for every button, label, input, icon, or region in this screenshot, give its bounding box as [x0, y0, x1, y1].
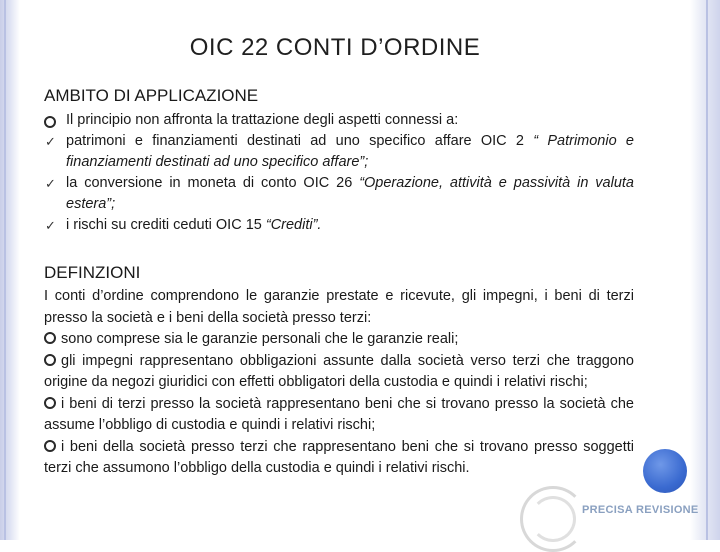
- ambito-item-ref: “Operazione, attività e passività in valuta estera”;: [66, 175, 634, 212]
- ambito-item-text: i rischi su crediti ceduti OIC 15: [66, 217, 266, 233]
- circle-bullet-icon: [44, 440, 56, 452]
- check-bullet-icon: ✓: [45, 134, 56, 149]
- definizioni-item-text: gli impegni rappresentano obbligazioni assunte dalla società verso terzi che traggono origine da negozi giuridici con effetti obbligatori della custodia e quindi i relativi rischi;: [44, 352, 634, 390]
- check-bullet-icon: ✓: [45, 218, 56, 233]
- check-bullet-icon: ✓: [45, 176, 56, 191]
- definizioni-item: [44, 437, 634, 480]
- circle-bullet-icon: [44, 397, 56, 409]
- definizioni-item: [44, 329, 634, 351]
- ambito-list: [44, 110, 634, 236]
- ambito-intro-item: [44, 110, 634, 131]
- ambito-heading: AMBITO DI APPLICAZIONE: [44, 86, 259, 105]
- ambito-item-ref: “Crediti”.: [265, 217, 322, 233]
- logo-swirl-inner-icon: [530, 496, 576, 542]
- ambito-item: [44, 131, 634, 173]
- slide-left-border: [0, 0, 20, 540]
- slide-title: OIC 22 CONTI D’ORDINE: [189, 34, 481, 61]
- definizioni-item-text: i beni della società presso terzi che rappresentano beni che si trovano presso soggetti terzi che assumono l’obbligo della custodia e quindi i relativi rischi.: [44, 438, 634, 476]
- slide-right-border-line: [706, 0, 708, 540]
- ambito-item: [44, 215, 634, 236]
- definizioni-item-text: i beni di terzi presso la società rappresentano beni che si trovano presso la società che assume l’obbligo di custodia e quindi i relativi rischi;: [44, 395, 634, 433]
- ambito-item-text: patrimoni e finanziamenti destinati ad uno specifico affare OIC 2: [66, 133, 534, 149]
- definizioni-heading: DEFINZIONI: [44, 263, 141, 282]
- definizioni-body: [44, 286, 634, 480]
- ambito-item-ref: “ Patrimonio e finanziamenti destinati ad uno specifico affare”;: [66, 133, 634, 170]
- circle-bullet-icon: [44, 354, 56, 366]
- ambito-intro-text: Il principio non affronta la trattazione degli aspetti connessi a:: [66, 112, 459, 128]
- slide-left-border-line: [4, 0, 6, 540]
- circle-bullet-icon: [44, 116, 56, 128]
- ambito-item-text: la conversione in moneta di conto OIC 26: [66, 175, 360, 191]
- definizioni-item-text: sono comprese sia le garanzie personali che le garanzie reali;: [61, 331, 459, 347]
- ambito-item: [44, 173, 634, 215]
- logo-text: PRECISA REVISIONE: [582, 504, 699, 516]
- blue-circle-decoration: [643, 449, 687, 493]
- circle-bullet-icon: [44, 332, 56, 344]
- definizioni-item: [44, 394, 634, 437]
- definizioni-intro: I conti d’ordine comprendono le garanzie prestate e ricevute, gli impegni, i beni di terzi presso la società e i beni della società presso terzi:: [44, 288, 634, 326]
- slide-right-border: [690, 0, 720, 540]
- definizioni-item: [44, 351, 634, 394]
